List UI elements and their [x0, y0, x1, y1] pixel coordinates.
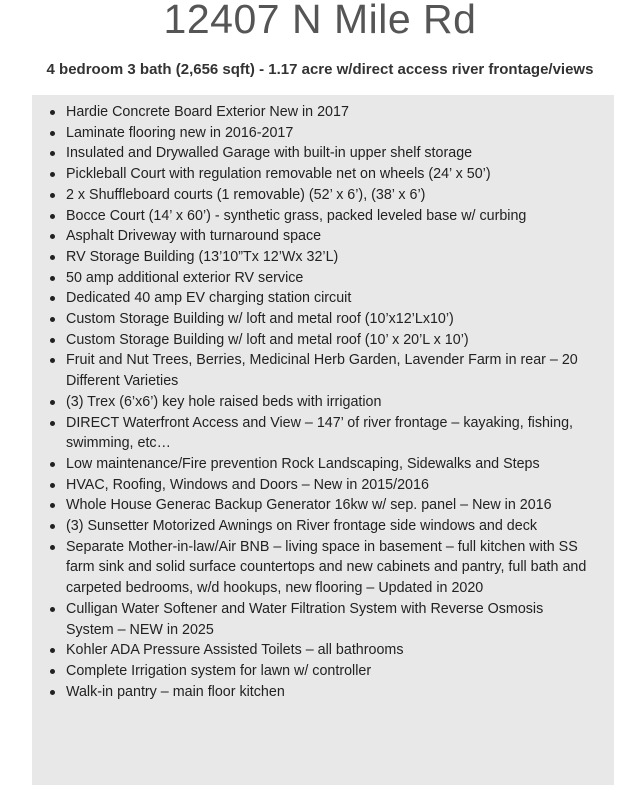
bullet-icon — [50, 234, 55, 239]
features-list — [48, 102, 594, 702]
feature-text: Hardie Concrete Board Exterior New in 2017 — [66, 104, 349, 120]
feature-list-item — [48, 495, 594, 516]
feature-text: Complete Irrigation system for lawn w/ controller — [66, 662, 372, 679]
bullet-icon — [50, 545, 55, 550]
feature-text: Kohler ADA Pressure Assisted Toilets – all bathrooms — [66, 642, 404, 659]
feature-list-item — [48, 185, 594, 206]
feature-text: 50 amp additional exterior RV service — [66, 269, 304, 286]
bullet-icon — [50, 421, 55, 426]
feature-list-item — [48, 537, 594, 599]
feature-text: Asphalt Driveway with turnaround space — [66, 228, 322, 245]
feature-list-item — [48, 475, 594, 496]
feature-list-item — [48, 599, 594, 640]
feature-text: Dedicated 40 amp EV charging station circuit — [66, 290, 352, 307]
bullet-icon — [50, 110, 55, 115]
feature-list-item — [48, 682, 594, 703]
bullet-icon — [50, 317, 55, 322]
feature-list-item — [48, 516, 594, 537]
feature-text: Pickleball Court with regulation removable net on wheels (24’ x 50’) — [66, 166, 491, 183]
feature-list-item — [48, 309, 594, 330]
features-panel — [32, 95, 614, 785]
property-summary: 4 bedroom 3 bath (2,656 sqft) - 1.17 acre w/direct access river frontage/views — [46, 61, 594, 78]
bullet-icon — [50, 296, 55, 301]
feature-list-item — [48, 392, 594, 413]
bullet-icon — [50, 276, 55, 281]
feature-list-item — [48, 247, 594, 268]
bullet-icon — [50, 400, 55, 405]
feature-list-item — [48, 661, 594, 682]
feature-text: HVAC, Roofing, Windows and Doors – New in 2015/2016 — [66, 476, 429, 493]
bullet-icon — [50, 131, 55, 136]
feature-text: DIRECT Waterfront Access and View – 147’ of river frontage – kayaking, fishing, swimming, etc… — [66, 414, 573, 452]
bullet-icon — [50, 607, 55, 612]
bullet-icon — [50, 503, 55, 508]
feature-text: Bocce Court (14’ x 60’) - synthetic grass, packed leveled base w/ curbing — [66, 207, 527, 224]
feature-list-item — [48, 226, 594, 247]
feature-text: Low maintenance/Fire prevention Rock Landscaping, Sidewalks and Steps — [66, 455, 540, 472]
bullet-icon — [50, 358, 55, 363]
bullet-icon — [50, 648, 55, 653]
feature-list-item — [48, 206, 594, 227]
feature-text: Custom Storage Building w/ loft and metal roof (10’x12’Lx10’) — [66, 311, 454, 328]
bullet-icon — [50, 172, 55, 177]
feature-list-item — [48, 413, 594, 454]
feature-text: 2 x Shuffleboard courts (1 removable) (52’ x 6’), (38’ x 6’) — [66, 186, 426, 203]
feature-list-item — [48, 143, 594, 164]
feature-text: Culligan Water Softener and Water Filtration System with Reverse Osmosis System – NEW in 2025 — [66, 600, 544, 638]
bullet-icon — [50, 214, 55, 219]
feature-text: (3) Sunsetter Motorized Awnings on River frontage side windows and deck — [66, 518, 537, 535]
bullet-icon — [50, 690, 55, 695]
feature-list-item — [48, 330, 594, 351]
feature-text: Fruit and Nut Trees, Berries, Medicinal Herb Garden, Lavender Farm in rear – 20 Different Varieties — [66, 352, 578, 390]
feature-text: Custom Storage Building w/ loft and metal roof (10’ x 20’L x 10’) — [66, 331, 469, 348]
bullet-icon — [50, 255, 55, 260]
feature-list-item — [48, 288, 594, 309]
feature-text: Laminate flooring new in 2016-2017 — [66, 124, 294, 141]
feature-list-item — [48, 350, 594, 391]
bullet-icon — [50, 462, 55, 467]
page-title: 12407 N Mile Rd — [163, 0, 477, 42]
feature-list-item — [48, 164, 594, 185]
bullet-icon — [50, 524, 55, 529]
bullet-icon — [50, 669, 55, 674]
feature-list-item — [48, 454, 594, 475]
feature-list-item — [48, 268, 594, 289]
feature-text: RV Storage Building (13’10”Tx 12’Wx 32’L) — [66, 248, 339, 265]
feature-list-item — [48, 123, 594, 144]
feature-text: Separate Mother-in-law/Air BNB – living space in basement – full kitchen with SS farm sink and solid surface countertops and new cabinets and pantry, full bath and carpeted bedrooms, w/d hookups, new flooring – Updated in 2020 — [66, 538, 587, 597]
bullet-icon — [50, 151, 55, 156]
feature-text: Whole House Generac Backup Generator 16kw w/ sep. panel – New in 2016 — [66, 497, 552, 514]
feature-list-item — [48, 102, 594, 123]
feature-text: Insulated and Drywalled Garage with built-in upper shelf storage — [66, 145, 473, 162]
feature-text: Walk-in pantry – main floor kitchen — [66, 683, 285, 700]
bullet-icon — [50, 193, 55, 198]
bullet-icon — [50, 483, 55, 488]
feature-list-item — [48, 640, 594, 661]
feature-text: (3) Trex (6’x6’) key hole raised beds with irrigation — [66, 393, 382, 410]
bullet-icon — [50, 338, 55, 343]
